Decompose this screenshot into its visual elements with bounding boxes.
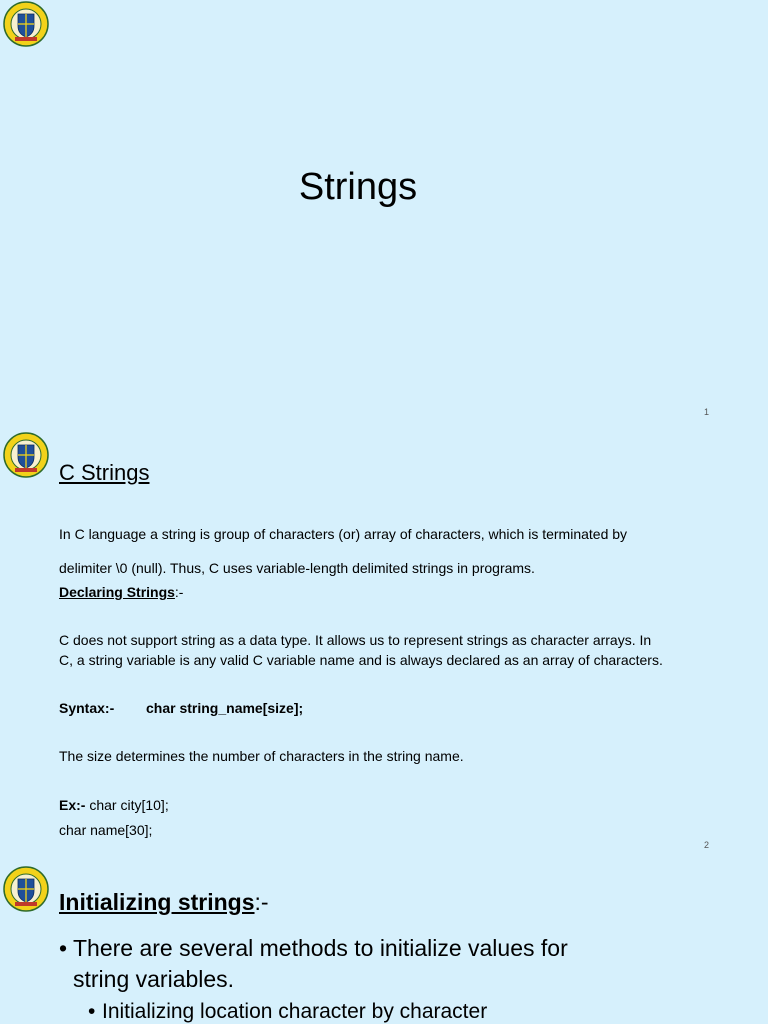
slide-number: 2 [704, 840, 710, 850]
slide-number: 1 [704, 407, 710, 417]
intro-line-1: In C language a string is group of characters (or) array of characters, which is terminated by [59, 526, 628, 542]
paragraph-line-2: C, a string variable is any valid C variable name and is always declared as an array of characters. [59, 652, 663, 668]
slide-heading [59, 889, 269, 916]
college-logo-icon [0, 431, 53, 479]
bullet-1-line-1: • There are several methods to initialize values for [73, 935, 568, 961]
slide-1 [0, 0, 768, 428]
bullet-1-line-2: string variables. [73, 966, 235, 992]
declaring-label: Declaring Strings [59, 584, 175, 600]
declaring-strings-heading [59, 582, 183, 602]
slide-title: Strings [298, 166, 418, 208]
size-text: The size determines the number of characters in the string name. [59, 748, 464, 764]
heading-suffix: :- [254, 889, 269, 915]
declaring-suffix: :- [174, 584, 184, 600]
paragraph-line-1: C does not support string as a data type. It allows us to represent strings as character arrays. In [59, 632, 652, 648]
sub-bullet-1-text: Initializing location character by character [102, 1000, 488, 1023]
slide-3 [0, 855, 768, 1024]
example-line-1 [59, 795, 169, 815]
slide-2 [0, 428, 768, 855]
example-line-2: char name[30]; [59, 822, 153, 838]
college-logo-icon [0, 865, 53, 913]
bullet-1 [59, 933, 699, 995]
intro-line-2: delimiter \0 (null). Thus, C uses variable-length delimited strings in programs. [59, 560, 535, 576]
slide-heading: C Strings [59, 460, 150, 485]
college-logo-icon [0, 0, 53, 48]
example-code-1: char city[10]; [85, 797, 169, 813]
syntax-label: Syntax:- [59, 700, 115, 716]
syntax-code: char string_name[size]; [146, 700, 304, 716]
example-label: Ex:- [59, 797, 86, 813]
sub-bullet-1 [88, 1000, 487, 1024]
initializing-label: Initializing strings [59, 889, 255, 915]
